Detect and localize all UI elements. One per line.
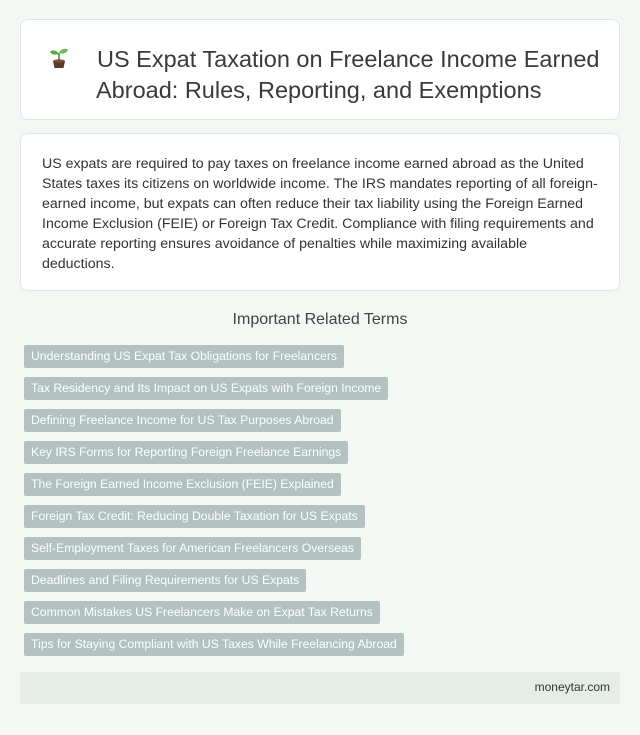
related-term-tag[interactable]: Foreign Tax Credit: Reducing Double Taxation for US Expats [24,505,365,528]
related-terms-heading: Important Related Terms [232,311,408,328]
site-name[interactable]: moneytar.com [534,680,610,694]
related-term-tag[interactable]: Tax Residency and Its Impact on US Expats with Foreign Income [24,377,388,400]
related-term-tag[interactable]: Deadlines and Filing Requirements for US Expats [24,569,306,592]
summary-text: US expats are required to pay taxes on freelance income earned abroad as the United States taxes its citizens on worldwide income. The IRS mandates reporting of all foreign-earned income, but expats can often reduce their tax liability using the Foreign Earned Income Exclusion (FEIE) or Foreign Tax Credit. Compliance with filing requirements and accurate reporting ensures avoidance of penalties while maximizing available deductions. [42,156,598,272]
related-term-tag[interactable]: Tips for Staying Compliant with US Taxes While Freelancing Abroad [24,633,404,656]
related-term-tag[interactable]: Defining Freelance Income for US Tax Purposes Abroad [24,409,341,432]
related-term-tag[interactable]: Common Mistakes US Freelancers Make on Expat Tax Returns [24,601,380,624]
title-card [20,19,620,120]
footer-bar [20,672,620,704]
seedling-icon [48,47,70,69]
page-title: US Expat Taxation on Freelance Income Earned Abroad: Rules, Reporting, and Exemptions [96,46,600,103]
related-term-tag[interactable]: The Foreign Earned Income Exclusion (FEIE) Explained [24,473,341,496]
related-term-tag[interactable]: Understanding US Expat Tax Obligations for Freelancers [24,345,344,368]
related-term-tag[interactable]: Key IRS Forms for Reporting Foreign Freelance Earnings [24,441,348,464]
summary-card [20,133,620,291]
related-term-tag[interactable]: Self-Employment Taxes for American Freelancers Overseas [24,537,361,560]
